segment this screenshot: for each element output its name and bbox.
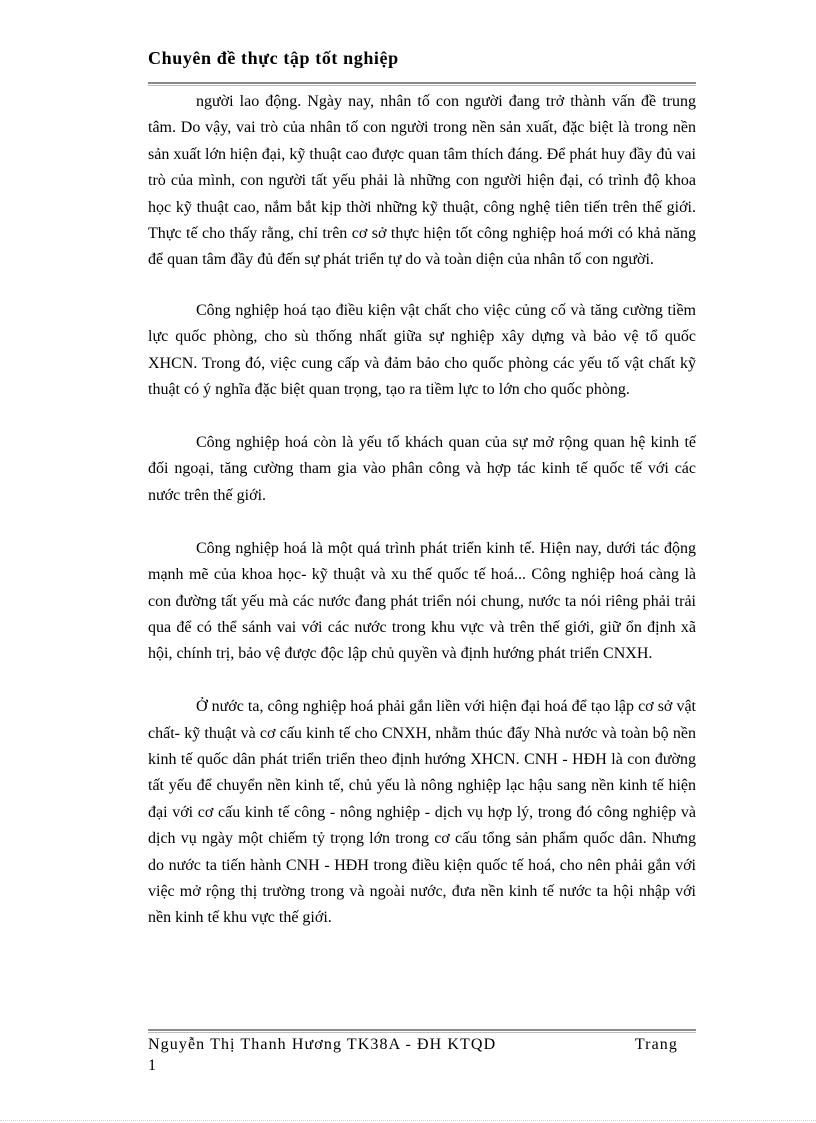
footer-page-label: Trang [634, 1036, 678, 1053]
footer-divider [148, 1029, 696, 1031]
body-paragraph: Công nghiệp hoá còn là yếu tố khách quan của sự mở rộng quan hệ kinh tế đối ngoại, tăng cường tham gia vào phân công và hợp tác kinh tế quốc tế với các nước trên thế giới. [148, 433, 696, 504]
header-divider [148, 82, 696, 84]
body-paragraph: Công nghiệp hoá là một quá trình phát triển kinh tế. Hiện nay, dưới tác động mạnh mẽ của khoa học- kỹ thuật và xu thế quốc tế hoá... Công nghiệp hoá càng là con đường tất yếu mà các nước đang phát triển nói chung, nước ta nói riêng phải trải qua để có thể sánh vai với các nước trong khu vực và trên thế giới, giữ ổn định xã hội, chính trị, bảo vệ được độc lập chủ quyền và định hướng phát triển CNXH. [148, 539, 696, 663]
body-paragraph: Công nghiệp hoá tạo điều kiện vật chất cho việc củng cố và tăng cường tiềm lực quốc phòng, cho sù thống nhất giữa sự nghiệp xây dựng và bảo vệ tổ quốc XHCN. Trong đó, việc cung cấp và đảm bảo cho quốc phòng các yếu tố vật chất kỹ thuật có ý nghĩa đặc biệt quan trọng, tạo ra tiềm lực to lớn cho quốc phòng. [148, 301, 696, 399]
document-body [148, 89, 696, 958]
footer-author: Nguyễn Thị Thanh Hương TK38A - ĐH KTQD [148, 1036, 497, 1053]
footer-page-number: 1 [148, 1057, 156, 1074]
page-header-title: Chuyên đề thực tập tốt nghiệp [148, 48, 399, 68]
body-paragraph: Ở nước ta, công nghiệp hoá phải gắn liền với hiện đại hoá để tạo lập cơ sở vật chất- kỹ thuật và cơ cấu kinh tế cho CNXH, nhằm thúc đẩy Nhà nước và toàn bộ nền kinh tế quốc dân phát triển triển theo định hướng XHCN. CNH - HĐH là con đường tất yếu để chuyển nền kinh tế, chủ yếu là nông nghiệp lạc hậu sang nền kinh tế hiện đại với cơ cấu kinh tế công - nông nghiệp - dịch vụ hợp lý, trong đó công nghiệp và dịch vụ ngày một chiếm tỷ trọng lớn trong cơ cấu tổng sản phẩm quốc dân. Nhưng do nước ta tiến hành CNH - HĐH trong điều kiện quốc tế hoá, cho nên phải gắn với việc mở rộng thị trường trong và ngoài nước, đưa nền kinh tế nước ta hội nhập với nền kinh tế khu vực thế giới. [148, 698, 696, 927]
paragraph-text: người lao động. Ngày nay, nhân tố con người đang trở thành vấn đề trung tâm. Do vậy, vai trò của nhân tố con người trong nền sản xuất, đặc biệt là trong nền sản xuất lớn hiện đại, kỹ thuật cao được quan tâm thích đáng. Để phát huy đầy đủ vai trò của mình, con người tất yếu phải là những con người hiện đại, có trình độ khoa học kỹ thuật cao, nắm bắt kịp thời những kỹ thuật, công nghệ tiên tiến trên thế giới. Thực tế cho thấy rằng, chỉ trên cơ sở thực hiện tốt công nghiệp hoá mới có khả năng để quan tâm đầy đủ đến sự phát triển tự do và toàn diện của nhân tố con người. [148, 93, 696, 269]
page-bottom-edge [0, 1120, 816, 1121]
body-paragraph [148, 89, 696, 274]
